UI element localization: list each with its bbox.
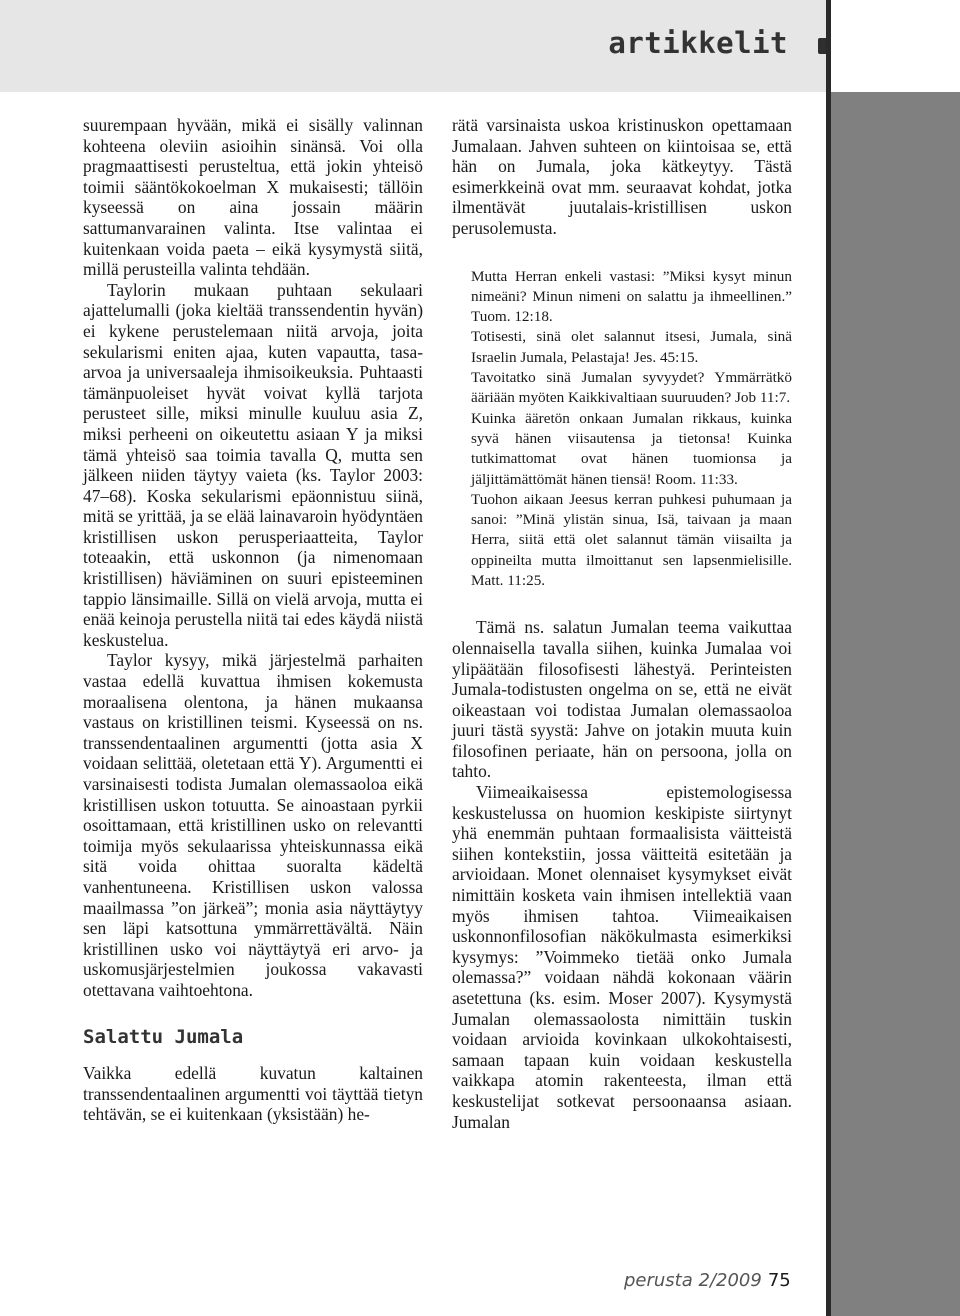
right-paragraph-2: Viimeaikaisessa epistemologisessa keskustelussa on huomion keskipiste siirtynyt yhä enemmän puhtaan formaalisista väitteistä siihen kontekstiin, jossa väitteitä esitetään ja arvioidaan. Monet olennaiset kysymykset eivät nimittäin kosketa vain ihmisen intellektiä vaan myös ihmisen tahtoa. Viimeaikaisen uskonnonfilosofian näkökulmasta esimerkiksi kysymys: ”Voimmeko tietää onko Jumala olemassa?” voidaan nähdä kokonaan väärin asetettuna (ks. esim. Moser 2007). Kysymystä Jumalan olemassaolosta nimittäin tuskin voidaan arvioida kovinkaan ulkokohtaisesti, samaan tapaan kuin voidaan keskustella vaikkapa atomin rakenteesta, ilman että keskustelijat sotkevat persoonaansa asiaan. Jumalan xyxy=(452,782,792,1132)
page-number: 75 xyxy=(767,1270,791,1291)
quote-job: Tavoitatko sinä Jumalan syvyydet? Ymmärrätkö ääriään myöten Kaikkivaltiaan suuruuden? Job 11:7. xyxy=(471,369,792,407)
side-bar-top xyxy=(830,0,960,92)
side-bar-edge xyxy=(826,0,831,1316)
quote-isaiah: Totisesti, sinä olet salannut itsesi, Jumala, sinä Israelin Jumala, Pelastaja! Jes. 45:15. xyxy=(471,328,792,366)
right-paragraph-1: Tämä ns. salatun Jumalan teema vaikuttaa olennaisella tavalla siihen, kuinka Jumalaa voi ylipäätään filosofisesti lähestyä. Perinteisten Jumala-todistusten ongelma on se, että ne eivät oikeastaan voi todistaa Jumalan olemassaoloa juuri tästä syystä: Jahve on jotakin muuta kuin filosofinen periaate, hän on persoona, jolla on tahto. xyxy=(452,617,792,782)
left-paragraph-3: Taylor kysyy, mikä järjestelmä parhaiten vastaa edellä kuvattua ihmisen kokemusta moraalisena olentona, ja hänen mukaansa vastaus on kristillinen teismi. Kyseessä on ns. transsendentaalinen argumentti (jotta asia X voidaan selittää, oletetaan että Y). Argumentti ei varsinaisesti todista Jumalan olemassaoloa eikä kristillisen uskon totuutta. Se ainoastaan pyrkii osoittamaan, että kristillinen usko on relevantti toimija myös sekulaarissa yhteiskunnassa eikä sitä voida ohittaa suoralta kädeltä vanhentuneena. Kristillisen uskon valossa maailmassa ”on järkeä”; monia asia näyttäytyy sen läpi katsottuna ymmärrettävältä. Näin kristillinen usko voi näyttäytyä eri arvo- ja uskomusjärjestelmien joukossa vakavasti otettavana vaihtoehtona. xyxy=(83,650,423,1000)
header-band xyxy=(0,0,960,92)
page-footer xyxy=(624,1270,791,1291)
left-column xyxy=(83,115,423,1125)
left-paragraph-1: suurempaan hyvään, mikä ei sisälly valinnan kohteena oleviin asioihin sinänsä. Voi olla pragmaattisesti perusteltua, että jokin yhteisö toimii sääntökokoelman X mukaisesti; tällöin kyseessä on aina jossain määrin sattumanvarainen valinta. Itse valintaa ei kuitenkaan voida paeta – eikä kysymystä siitä, millä perusteilla valinta tehdään. xyxy=(83,115,423,280)
quote-matthew: Tuohon aikaan Jeesus kerran puhkesi puhumaan ja sanoi: ”Minä ylistän sinua, Isä, taivaan ja maan Herra, siitä että olet salannut tämän viisailta ja oppineilta mutta ilmoittanut sen lapsenmielisille. Matt. 11:25. xyxy=(471,490,792,590)
section-heading: Salattu Jumala xyxy=(83,1025,244,1048)
right-intro-paragraph: rätä varsinaista uskoa kristinuskon opettamaan Jumalaan. Jahven suhteen on kiintoisaa se, että hän on Jumala, joka kätkeytyy. Tästä esimerkkeinä ovat mm. seuraavat kohdat, jotka ilmentävät juutalais-kristillisen uskon perusolemusta. xyxy=(452,115,792,238)
left-paragraph-2: Taylorin mukaan puhtaan sekulaari ajattelumalli (joka kieltää transsendentin hyvän) ei kykene perustelemaan niitä arvoja, joita sekularismi eniten ajaa, kuten vapautta, tasa-arvoa ja universaaleja ihmisoikeuksia. Puhtaasti tämänpuoleiset hyvät voivat kyllä tarjota perusteet sille, miksi minulle kuuluu asia Z, miksi perheeni on oikeutettu asiaan Y ja miksi tämä yhteisö saa toimia tavalla Q, mutta sen jälkeen niiden täytyy vaieta (ks. Taylor 2003: 47–68). Koska sekularismi epäonnistuu siinä, mitä se yrittää, ja se elää lainavaroin hyödyntäen kristillisen uskon perusperiaatteita, Taylor toteaakin, että uskonnon (ja nimenomaan kristillisen) häviäminen on suuri episteeminen tappio länsimaille. Sillä on vielä arvoja, mutta ei enää keinoja perustella niitä tai edes käydä niistä keskustelua. xyxy=(83,279,423,650)
scripture-quotes xyxy=(471,267,792,592)
section-title: artikkelit xyxy=(608,26,788,60)
right-column xyxy=(452,115,792,1132)
left-paragraph-4: Vaikka edellä kuvatun kaltainen transsendentaalinen argumentti voi täyttää tietyn tehtävän, se ei kuitenkaan (yksistään) he- xyxy=(83,1063,423,1125)
quote-judges: Mutta Herran enkeli vastasi: ”Miksi kysyt minun nimeäni? Minun nimeni on salattu ja ihmeellinen.” Tuom. 12:18. xyxy=(471,267,792,326)
quote-romans: Kuinka ääretön onkaan Jumalan rikkaus, kuinka syvä hänen viisautensa ja tietonsa! Kuinka tutkimattomat ovat hänen tuomionsa ja jäljittämättömät hänen tiensä! Room. 11:33. xyxy=(471,409,792,488)
side-bar xyxy=(830,0,960,1316)
publication-name: perusta 2/2009 xyxy=(624,1270,762,1291)
